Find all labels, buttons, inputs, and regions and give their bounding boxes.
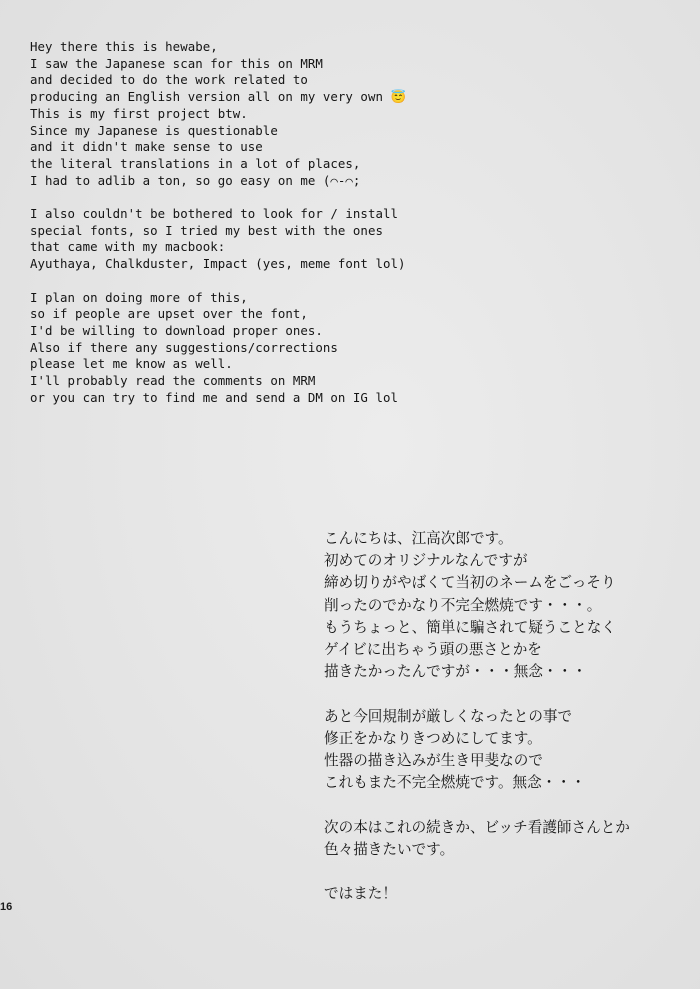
- japanese-paragraph-1: [324, 528, 684, 683]
- text-line: 締め切りがやばくて当初のネームをごっそり: [324, 574, 616, 592]
- text-line: Ayuthaya, Chalkduster, Impact (yes, meme font lol): [30, 256, 406, 272]
- text-line: あと今回規制が厳しくなったとの事で: [324, 707, 573, 725]
- english-translator-note: [30, 39, 670, 423]
- text-line: that came with my macbook:: [30, 239, 226, 255]
- text-line: もうちょっと、簡単に騙されて疑うことなく: [324, 618, 616, 636]
- japanese-paragraph-4: [324, 883, 684, 905]
- text-line: I'll probably read the comments on MRM: [30, 373, 316, 389]
- text-line: 性器の描き込みが生き甲斐なので: [324, 752, 543, 770]
- text-line: Hey there this is hewabe,: [30, 39, 218, 54]
- text-line: こんにちは、江高次郎です。: [324, 530, 513, 547]
- text-line: 次の本はこれの続きか、ビッチ看護師さんとか: [324, 818, 630, 836]
- text-line: special fonts, so I tried my best with the ones: [30, 222, 383, 238]
- japanese-paragraph-2: [324, 706, 684, 795]
- text-line: I'd be willing to download proper ones.: [30, 322, 323, 338]
- text-line: I plan on doing more of this,: [30, 289, 248, 305]
- text-line: I saw the Japanese scan for this on MRM: [30, 55, 323, 71]
- text-line: 描きたかったんですが・・・無念・・・: [324, 663, 587, 681]
- text-line: 色々描きたいです。: [324, 840, 455, 858]
- text-line: and decided to do the work related to: [30, 72, 308, 88]
- text-line: Also if there any suggestions/corrections: [30, 339, 338, 355]
- text-line: the literal translations in a lot of places,: [30, 155, 361, 171]
- text-line: I also couldn't be bothered to look for / install: [30, 206, 398, 222]
- japanese-author-note: [324, 528, 684, 928]
- japanese-paragraph-3: [324, 817, 684, 861]
- text-line: I had to adlib a ton, so go easy on me (⌒-⌒;: [30, 172, 361, 188]
- text-line: and it didn't make sense to use: [30, 139, 263, 155]
- text-line: ではまた！: [324, 885, 397, 903]
- text-line: ゲイビに出ちゃう頭の悪さとかを: [324, 641, 542, 659]
- text-line: producing an English version all on my very own 😇: [30, 89, 406, 105]
- english-paragraph-2: [30, 206, 670, 273]
- text-line: please let me know as well.: [30, 356, 233, 372]
- text-line: Since my Japanese is questionable: [30, 122, 278, 138]
- text-line: This is my first project btw.: [30, 105, 248, 121]
- text-line: or you can try to find me and send a DM on IG lol: [30, 389, 398, 405]
- text-line: 削ったのでかなり不完全燃焼です・・・。: [324, 596, 602, 614]
- text-line: so if people are upset over the font,: [30, 306, 308, 322]
- text-line: 初めてのオリジナルなんですが: [324, 552, 528, 570]
- english-paragraph-3: [30, 290, 670, 407]
- page-number: 16: [0, 901, 13, 913]
- text-line: 修正をかなりきつめにしてます。: [324, 729, 542, 747]
- english-paragraph-1: [30, 39, 670, 189]
- text-line: これもまた不完全燃焼です。無念・・・: [324, 774, 586, 792]
